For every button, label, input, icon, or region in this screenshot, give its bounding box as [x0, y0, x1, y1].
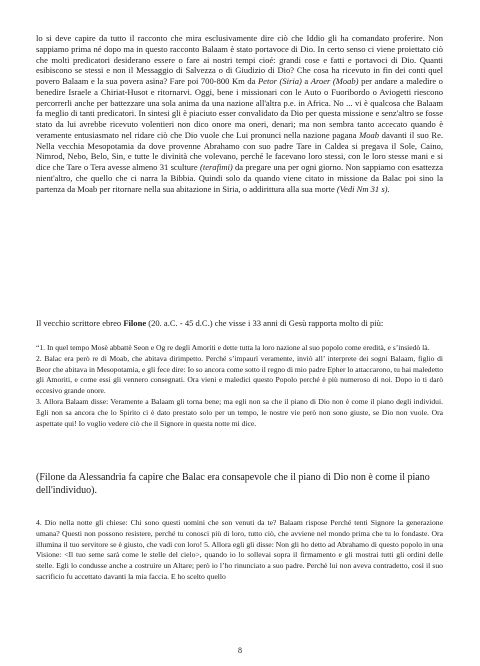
text-run: davanti il suo Re. Nella vecchia Mesopotamia da dove provenne Abrahamo con suo padre Tare in Caldea si pregava il Sole, Caino, Nimrod, Nebo, Belo, Sin, e tutte le divinità che volevano, perché le facevano loro stessi, con le loro stesse mani e si dice che Tare o Tera avesse almeno 31 sculture	[36, 129, 443, 172]
place-petor: Petor (Siria)	[257, 76, 302, 86]
term-terafimi: (terafimi)	[199, 162, 233, 172]
quote-block-continued: 4. Dio nella notte gli chiese: Chi sono questi uomini che son venuti da te? Balaam rispose Perché tenti Signore la generazione umana? Questi non possono resistere, perché tu conosci più di loro, tutto ciò, che avviene nel mondo prima che tu lo fondaste. Ora illumina il tuo servitore se è giusto, che vadi con loro! 5. Allora egli gli disse: Non gli ho detto ad Abrahamo di questo popolo in una Visione: <Il tuo seme sarà come le stelle del cielo>, quando io lo sollevai sopra il firmamento e gli mostrai tutti gli ordini delle stelle. Egli lo condusse anche a costruire un Altare; però io l’ho rinunciato a suo padre. Perchè lui non aveva contradetto, così il suo sacrificio fu accettato davanti la mia faccia. E ho scelto quello	[36, 518, 443, 581]
bible-reference: (Vedi Nm 31 s)	[336, 183, 388, 194]
text-run: per andare a maledire o benedire Israele a Chiriat-Husot e ritornarvi. Oggi, bene i missionari con le Auto o Fuoribordo o Aviogetti riescono percorrerli anche per battezzare una sola anima da una nazione all'altra p.e. in Africa. No ... vi è qualcosa che Balaam fa meglio di tanti predicatori. In sintesi gli è piaciuto esser convalidato da Dio per questa missione e senz'altro se fosse stato da lui avrebbe ricevuto volentieri non dico onore ma oneri, denari; ma non sembra tanto accecato quando è veramente entusiasmato nel ridare ciò che Dio vuole che Lui pronunci nella nazione pagana	[36, 76, 443, 140]
body-paragraph-filone	[36, 318, 443, 329]
place-moab: Moab	[359, 129, 380, 140]
body-paragraph-balaam	[36, 33, 443, 194]
text-run: da pregare una per ogni giorno. Non sappiamo con esattezza nient'altro, che quello che ci narra la Bibbia. Quindi solo da quando viene citato in missione da Balac poi sino la partenza da Moab per ritornare nella sua abitazione in Siria, o addirittura alla sua morte	[36, 162, 443, 194]
text-run: Il vecchio scrittore ebreo	[36, 318, 124, 328]
quote-verse: “1. In quel tempo Mosè abbattè Seon e Og re degli Amoriti e dette tutta la loro nazione al suo popolo come eredità, e s’insiedò là.	[36, 343, 430, 352]
text-run: .	[387, 183, 390, 194]
quote-block	[36, 343, 443, 429]
text-run: (20. a.C. - 45 d.C.) che visse i 33 anni di Gesù rapporta molto di più:	[146, 318, 384, 328]
place-aroer: Aroer (Moab)	[310, 76, 359, 86]
quote-verse: 3. Allora Balaam disse: Veramente a Balaam gli torna bene; ma egli non sa che il piano di Dio non è come il piano degli individui. Egli non sa ancora che lo Spirito ci è dato prestato solo per un tempo, le nostre vie però non sono giuste, se Dio non vuole. Ora aspettate qui! Io voglio vedere ciò che il Signore in questa notte mi dice.	[36, 396, 443, 428]
commentary-note: (Filone da Alessandria fa capire che Balac era consapevole che il piano di Dio non è come il piano dell'individuo).	[36, 472, 430, 496]
page-number: 8	[238, 646, 242, 655]
author-name: Filone	[123, 318, 147, 328]
text-run: lo si deve capire da tutto il racconto che mira esclusivamente dire ciò che Iddio gli ha comandato proferire. Non sappiamo prima né dopo ma in questo racconto Balaam è stato portavoce di Dio. In certo senso ci viene proiettato ciò che molti predicatori desiderano essere o fare ai nostri tempi cioé: grandi cose e fatti e portavoci di Dio. Quanti esibiscono se stessi e non il Messaggio di Salvezza o di Giudizio di Dio? Che cosa ha ricevuto in fin dei conti quel povero Balaam e la sua povera asina? Fare poi 700-800 Km da	[36, 33, 443, 86]
text-run: a	[301, 76, 311, 86]
quote-verse: 2. Balac era però re di Moab, che abitava dirimpetto. Perché s’impaurì veramente, inviò all’ interprete dei sogni Balaam, figlio di Beor che abitava in Mesopotamia, e gli fece dire: Io so ancora come sotto il regno di mio padre Epher lo attaccarono, tu hai maledetto gli Amoriti, e come essi gli vennero consegnati. Ora vieni e maledici questo Popolo perché è più numeroso di noi. Dopo io ti darò eccesivo grande onore.	[36, 353, 443, 396]
